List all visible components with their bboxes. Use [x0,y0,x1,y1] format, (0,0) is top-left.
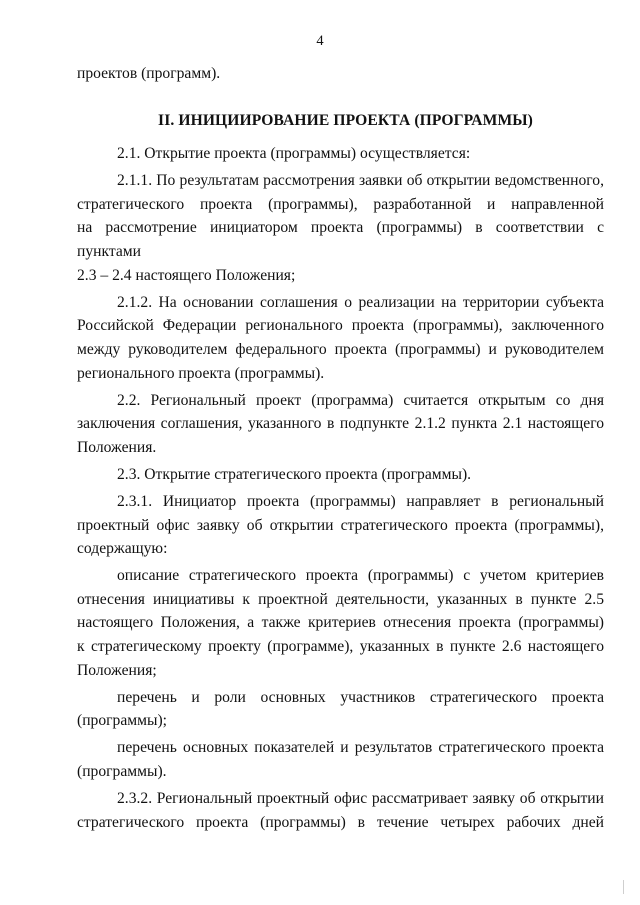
section-heading: II. ИНИЦИИРОВАНИЕ ПРОЕКТА (ПРОГРАММЫ) [158,111,533,129]
list-item-indicators-line: (программы). [77,763,167,781]
paragraph-2-2-line: заключения соглашения, указанного в подпункте 2.1.2 пункта 2.1 настоящего [77,415,604,433]
page-number: 4 [316,33,324,49]
list-item-participants-line: (программы); [77,712,167,730]
paragraph-2-1: 2.1. Открытие проекта (программы) осуществляется: [117,145,471,163]
paragraph-2-1-2-line: Российской Федерации регионального проекта (программы), заключенного [77,317,604,335]
paragraph-2-1-1-line: 2.1.1. По результатам рассмотрения заявки об открытии ведомственного, [117,172,604,190]
paragraph-2-3-1-line: 2.3.1. Инициатор проекта (программы) направляет в региональный [117,493,604,510]
paragraph-2-3: 2.3. Открытие стратегического проекта (программы). [117,465,472,483]
paragraph-2-1-2-line: 2.1.2. На основании соглашения о реализации на территории субъекта [117,293,604,311]
paragraph-2-2-line: Положения. [77,438,157,456]
paragraph-2-1-1-line: стратегического проекта (программы), разработанной и направленной [77,195,604,213]
list-item-participants-line: перечень и роли основных участников стратегического проекта [117,688,604,706]
paragraph-2-3-1-line: содержащую: [77,540,168,558]
list-item-description-line: описание стратегического проекта (программы) с учетом критериев [117,567,604,585]
list-item-indicators-line: перечень основных показателей и результатов стратегического проекта [117,739,604,757]
paragraph-2-1-2-line: регионального проекта (программы). [77,364,325,382]
paragraph-2-3-2-line: 2.3.2. Региональный проектный офис рассматривает заявку об открытии [117,790,604,808]
scan-edge-mark [623,880,624,894]
list-item-description-line: Положения; [77,661,157,679]
paragraph-2-1-1-line: на рассмотрение инициатором проекта (программы) в соответствии с пунктами [77,219,604,261]
list-item-description-line: к стратегическому проекту (программе), указанных в пункте 2.6 настоящего [77,638,604,656]
paragraph-2-1-2-line: между руководителем федерального проекта (программы) и руководителем [77,340,604,358]
document-body [77,62,604,834]
text-line: проектов (программ). [77,65,221,82]
paragraph-2-1-1-line: 2.3 – 2.4 настоящего Положения; [77,266,296,284]
paragraph-2-3-1-line: проектный офис заявку об открытии стратегического проекта (программы), [77,516,604,534]
paragraph-2-3-2-line: стратегического проекта (программы) в течение четырех рабочих дней [77,813,604,831]
list-item-description-line: настоящего Положения, а также критериев отнесения проекта (программы) [77,614,604,632]
list-item-description-line: отнесения инициативы к проектной деятельности, указанных в пункте 2.5 [77,590,604,608]
paragraph-2-2-line: 2.2. Региональный проект (программа) считается открытым со дня [117,391,604,409]
